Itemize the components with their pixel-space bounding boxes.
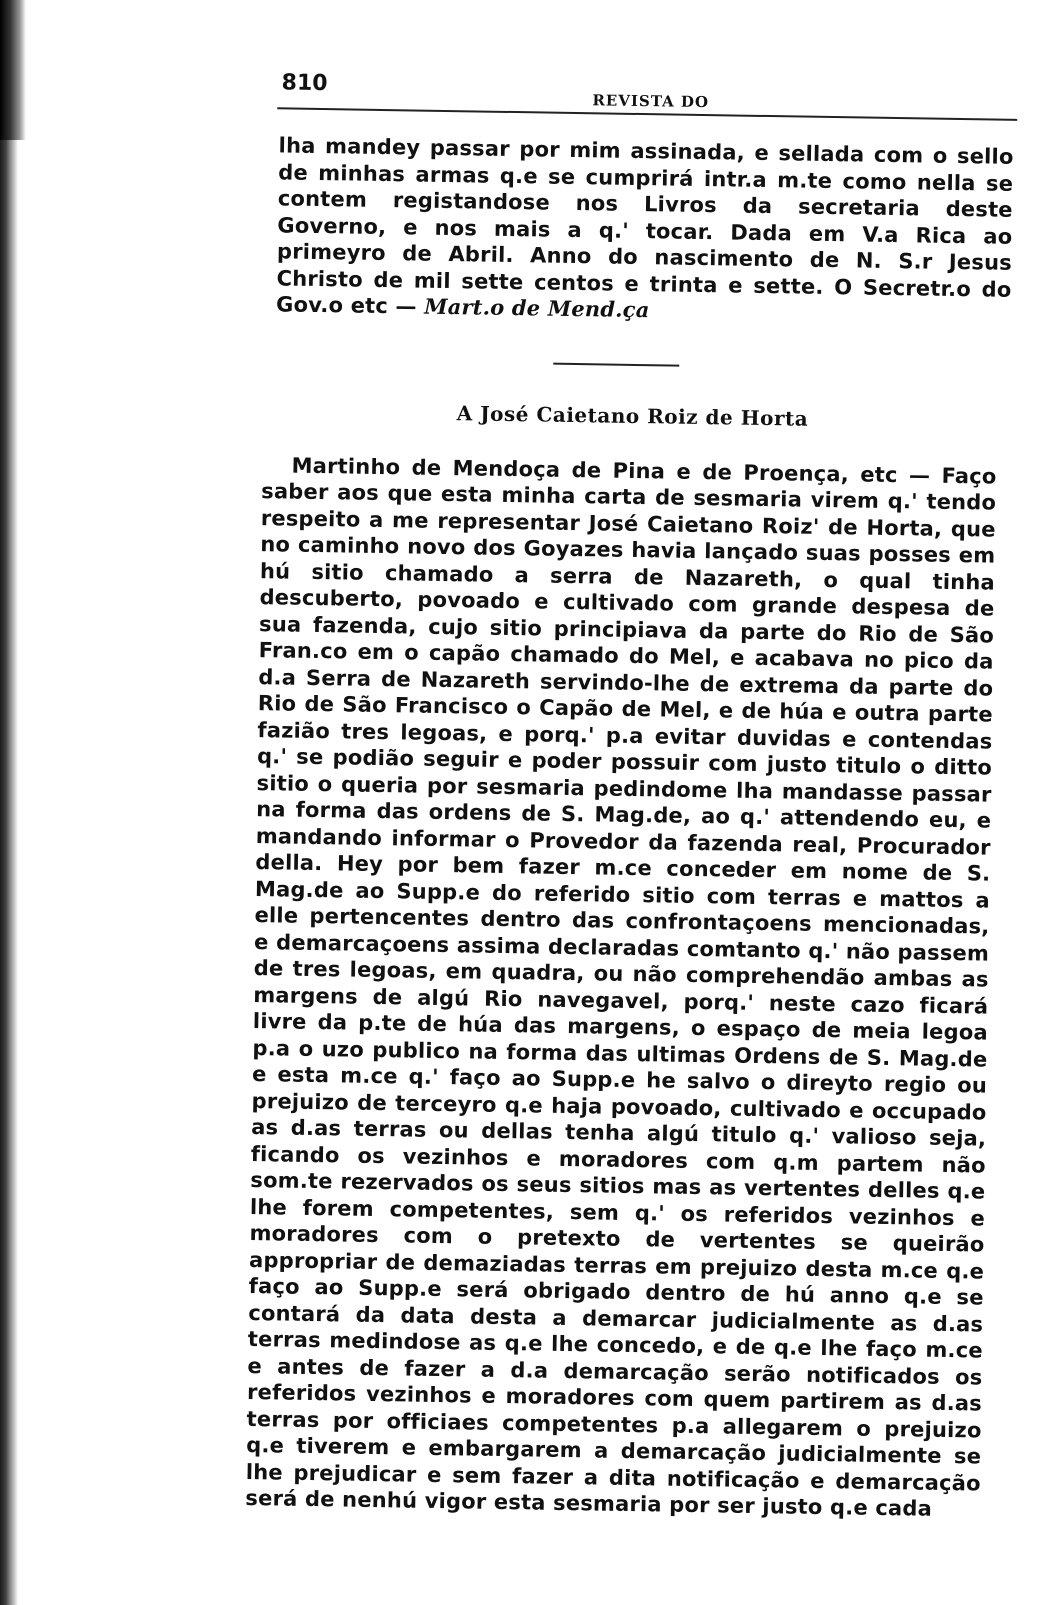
page-header bbox=[257, 60, 1018, 122]
page-content bbox=[235, 60, 1018, 1523]
opening-signature: Mart.o de Mend.ça bbox=[424, 293, 650, 323]
section-separator bbox=[553, 362, 679, 366]
binding-shadow bbox=[0, 0, 18, 1605]
page-number: 810 bbox=[281, 70, 328, 97]
running-title: REVISTA DO bbox=[592, 91, 710, 112]
opening-paragraph-text: lha mandey passar por mim assinada, e sellada com o sello de minhas armas q.e se cumprirá intr.a m.te como nella se contem registandose nos Livros da secretaria deste Governo, e nos mais a q.' tocar. Dada em V.a Rica ao primeyro de Abril. Anno do nascimento de N. S.r Jesus Christo de mil sette centos e trinta e sette. O Secretr.o do Gov.o etc — bbox=[275, 133, 1014, 319]
binding-shadow-top bbox=[0, 0, 26, 140]
opening-paragraph bbox=[276, 132, 1014, 329]
body-paragraph: Martinho de Mendoça de Pina e de Proença, etc — Faço saber aos que esta minha carta de sesmaria virem q.' tendo respeito a me representar José Caietano Roiz' de Horta, que no caminho novo dos Goyazes havia lançado suas posses em hú sitio chamado a serra de Nazareth, o qual tinha descuberto, povoado e cultivado com grande despesa de sua fazenda, cujo sitio principiava da parte do Rio de São Fran.co em o capão chamado do Mel, e acabava no pico da d.a Serra de Nazareth servindo-lhe de extrema da parte do Rio de São Francisco o Capão de Mel, e de húa e outra parte fazião tres legoas, e porq.' p.a evitar duvidas e contendas q.' se podião seguir e poder possuir com justo titulo o ditto sitio o queria por sesmaria pedindome lha mandasse passar na forma das ordens de S. Mag.de, ao q.' attendendo eu, e mandando informar o Provedor da fazenda real, Procurador della. Hey por bem fazer m.ce conceder em nome de S. Mag.de ao Supp.e do referido sitio com terras e mattos a elle pertencentes dentro das confrontaçoens mencionadas, e demarcaçoens assima declaradas comtanto q.' não passem de tres legoas, em quadra, ou não comprehendão ambas as margens de algú Rio navegavel, porq.' neste cazo ficará livre da p.te de húa das margens, o espaço de meia legoa p.a o uzo publico na forma das ultimas Ordens de S. Mag.de e esta m.ce q.' faço ao Supp.e he salvo o direyto regio ou prejuizo de terceyro q.e haja povoado, cultivado e occupado as d.as terras ou dellas tenha algú titulo q.' valioso seja, ficando os vezinhos e moradores com q.m partem não som.te rezervados os seus sitios mas as vertentes delles q.e lhe forem competentes, sem q.' os referidos vezinhos e moradores com o pretexto de vertentes se queirão appropriar de demaziadas terras em prejuizo desta m.ce q.e faço ao Supp.e será obrigado dentro de hú anno q.e se contará da data desta a demarcar judicialmente as d.as terras medindose as q.e lhe concedo, e de q.e lhe faço m.ce e antes de fazer a d.a demarcação serão notificados os referidos vezinhos e moradores com quem partirem as d.as terras por officiaes competentes p.a allegarem o prejuizo q.e tiverem e embargarem a demarcação judicialmente se lhe prejudicar e sem fazer a dita notificação e demarcação será de nenhú vigor esta sesmaria por ser justo q.e cada bbox=[245, 453, 997, 1521]
section-heading: A José Caietano Roiz de Horta bbox=[456, 400, 809, 431]
